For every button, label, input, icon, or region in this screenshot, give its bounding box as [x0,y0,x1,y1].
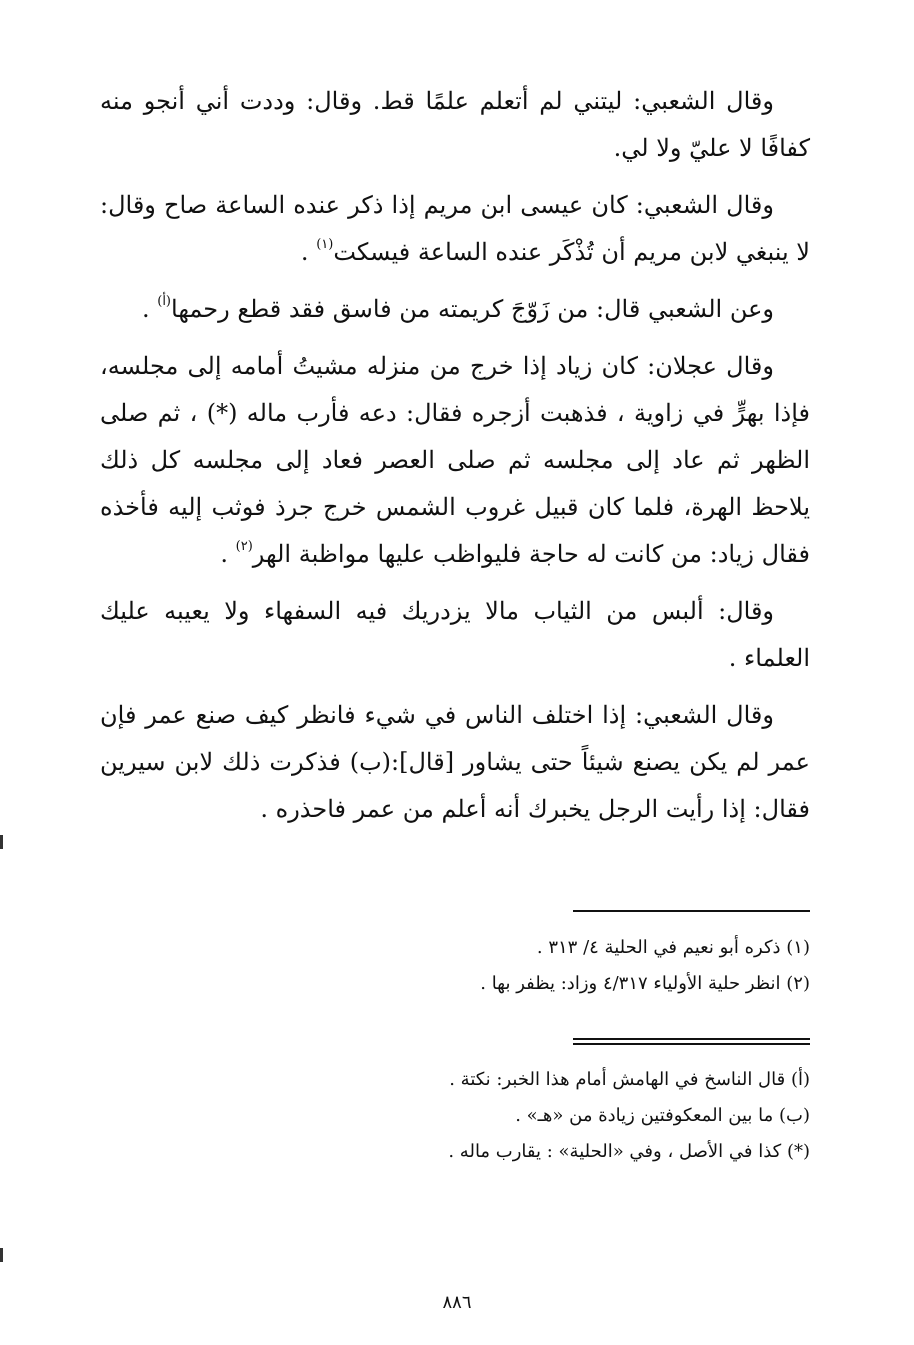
paragraph [100,343,810,578]
footnote-ref: (١) [316,237,334,252]
paragraph [100,182,810,276]
footnote: (*) كذا في الأصل ، وفي «الحلية» : يقارب ماله . [448,1141,810,1162]
lettered-footnotes [110,1062,810,1170]
main-text [100,78,810,843]
paragraph [100,692,810,833]
paragraph-text: وقال الشعبي: إذا اختلف الناس في شيء فانظر كيف صنع عمر فإن عمر لم يكن يصنع شيئاً حتى يشاور [قال]:(ب) فذكرت ذلك لابن سيرين فقال: إذا رأيت الرجل يخبرك أنه أعلم من عمر فاحذره . [100,701,810,823]
footnote-divider [573,910,810,912]
page-number: ٨٨٦ [442,1292,472,1313]
paragraph-text: وقال الشعبي: ليتني لم أتعلم علمًا قط. وقال: وددت أني أنجو منه كفافًا لا عليّ ولا لي. [100,87,810,162]
scan-mark [0,835,3,849]
numbered-footnotes [110,930,810,1002]
paragraph-tail: . [300,238,309,266]
footnote: (٢) انظر حلية الأولياء ٤/٣١٧ وزاد: يظفر بها . [480,973,810,994]
footnote: (أ) قال الناسخ في الهامش أمام هذا الخبر: نكتة . [449,1069,810,1090]
paragraph [100,78,810,172]
paragraph-tail: . [220,540,228,568]
scan-mark [0,1248,3,1262]
paragraph [100,286,810,333]
paragraph [100,588,810,682]
footnote-ref: (٢) [235,539,253,554]
footnote-double-divider [573,1038,810,1045]
paragraph-text: وقال: ألبس من الثياب مالا يزدريك فيه السفهاء ولا يعيبه عليك العلماء . [100,597,810,672]
paragraph-text: وقال عجلان: كان زياد إذا خرج من منزله مشيتُ أمامه إلى مجلسه، فإذا بهرٍّ في زاوية ، فذهبت أزجره فقال: دعه فأرب ماله (*) ، ثم صلى الظهر ثم عاد إلى مجلسه ثم صلى العصر فعاد إلى مجلسه كل ذلك يلاحظ الهرة، فلما كان قبيل غروب الشمس خرج جرذ فوثب إليه فأخذه فقال زياد: من كانت له حاجة فليواظب عليها مواظبة الهر [100,352,810,568]
paragraph-tail: . [141,295,150,323]
footnote: (١) ذكره أبو نعيم في الحلية ٤/ ٣١٣ . [536,937,810,958]
footnote: (ب) ما بين المعكوفتين زيادة من «هـ» . [515,1105,810,1126]
paragraph-text: وقال الشعبي: كان عيسى ابن مريم إذا ذكر عنده الساعة صاح وقال: لا ينبغي لابن مريم أن تُذْكَر عنده الساعة فيسكت [100,191,810,266]
footnote-ref: (أ) [157,294,172,309]
paragraph-text: وعن الشعبي قال: من زَوّجَ كريمته من فاسق فقد قطع رحمها [171,295,774,323]
